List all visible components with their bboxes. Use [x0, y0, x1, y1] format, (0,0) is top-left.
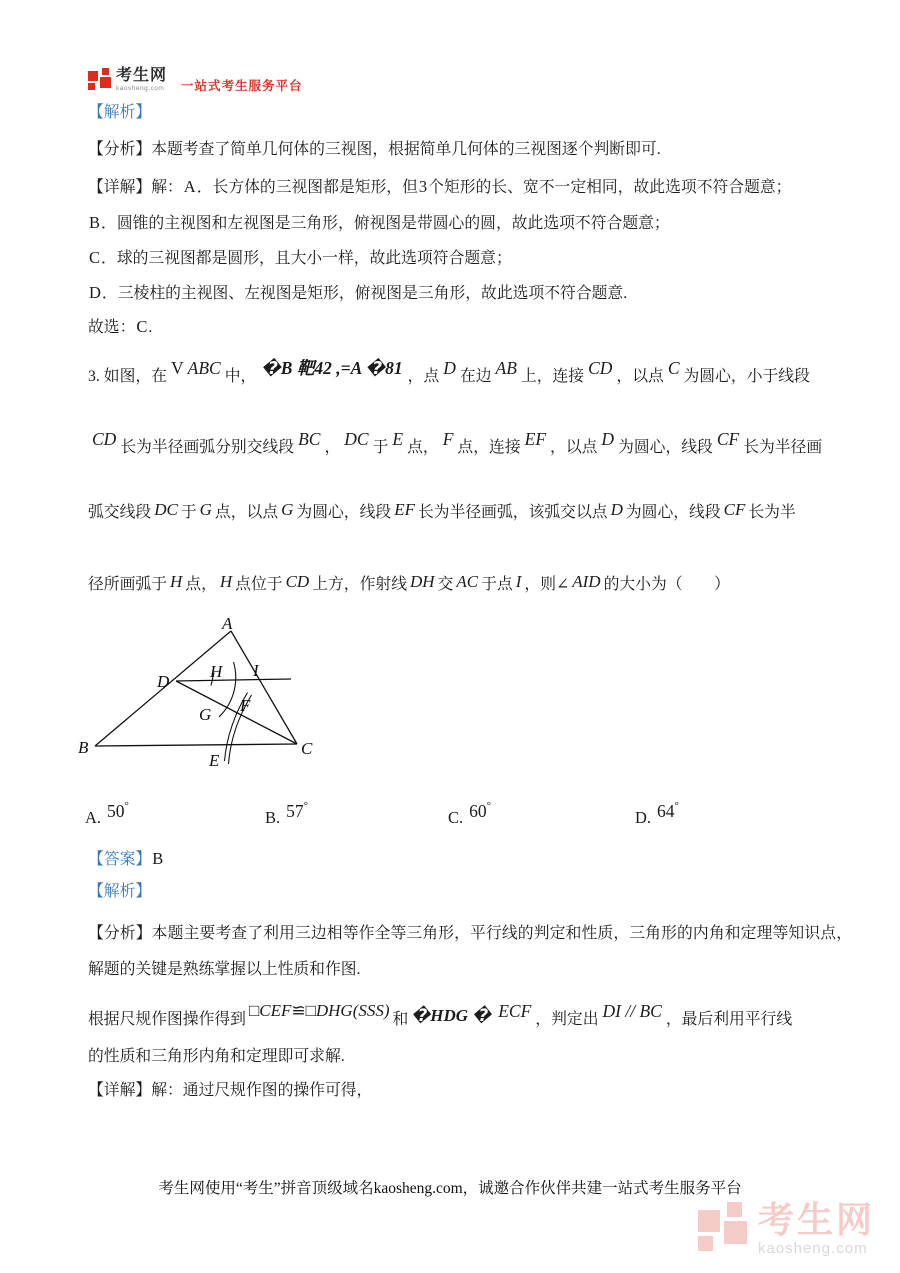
header-logo [88, 68, 303, 94]
figure-label-H: H [210, 662, 223, 681]
question3-line-2: CD 长为半径画弧分别交线段 BC ， DC 于 E 点， F 点，连接 EF ，以点 D 为圆心，线段 CF 长为半径画 [92, 429, 823, 456]
figure-side-BC [95, 744, 297, 746]
detail-option-b: B．圆锥的主视图和左视图是三角形，俯视图是带圆心的圆，故此选项不符合题意； [89, 213, 670, 232]
figure-label-B: B [78, 738, 89, 757]
footer-note: 考生网使用“考生”拼音顶级域名kaosheng.com，诚邀合作伙伴共建一站式考生服务平台 [158, 1180, 742, 1197]
question3-line-3: 弧交线段 DC 于 G 点，以点 G 为圆心，线段 EF 长为半径画弧，该弧交以点 D 为圆心，线段 CF 长为半 [88, 500, 796, 521]
answer-bracket: 【答案】 [88, 851, 152, 868]
option-d-value: 64 [657, 801, 675, 821]
detail-option-a: 【详解】解：A．长方体的三视图都是矩形，但3个矩形的长、宽不一定相同，故此选项不符合题意； [88, 177, 792, 196]
option-a [85, 800, 129, 828]
figure-ray-DI [176, 679, 291, 681]
choose-answer-line: 故选：C. [88, 317, 153, 336]
degree-symbol: ° [303, 800, 309, 812]
option-a-label: A. [85, 808, 102, 827]
analysis-paragraph-1: 【分析】本题考查了简单几何体的三视图，根据简单几何体的三视图逐个判断即可. [88, 141, 661, 158]
kaosheng-logo-icon [88, 68, 112, 92]
option-d-label: D. [635, 808, 652, 827]
deduction-line: 根据尺规作图操作得到 □CEF≌□DHG(SSS) 和 �HDG � ECF ，判定出 DI // BC ，最后利用平行线 [88, 1001, 793, 1028]
figure-label-D: D [157, 672, 170, 691]
brand-tagline: 一站式考生服务平台 [181, 79, 303, 93]
detail-option-d: D．三棱柱的主视图、左视图是矩形，俯视图是三角形，故此选项不符合题意. [89, 283, 628, 302]
brand-text-block [116, 68, 167, 92]
watermark-text-block [758, 1199, 876, 1257]
degree-symbol: ° [674, 800, 679, 812]
figure-label-C: C [301, 739, 313, 758]
figure-label-G: G [199, 705, 212, 724]
figure-label-A: A [222, 614, 233, 633]
figure-label-I: I [253, 661, 259, 680]
watermark-domain: kaosheng.com [758, 1240, 868, 1257]
option-d [635, 800, 679, 828]
option-c-label: C. [448, 808, 464, 827]
geometry-figure [70, 605, 320, 775]
watermark [698, 1199, 876, 1257]
question3-line-4: 径所画弧于 H 点， H 点位于 CD 上方，作射线 DH 交 AC 于点 I ，则∠ AID 的大小为（ ） [88, 572, 730, 593]
degree-symbol: ° [486, 800, 492, 812]
answer-value: B [152, 849, 164, 868]
watermark-brand: 考生网 [758, 1199, 876, 1240]
degree-symbol: ° [124, 800, 129, 812]
detail-paragraph-2: 【详解】解：通过尺规作图的操作可得， [88, 1082, 373, 1099]
option-c [448, 800, 491, 828]
kaosheng-watermark-icon [698, 1202, 748, 1254]
option-b-value: 57 [286, 801, 304, 821]
deduction-continuation: 的性质和三角形内角和定理即可求解. [88, 1048, 345, 1065]
option-b [265, 800, 308, 828]
figure-label-E: E [209, 751, 220, 770]
question3-line-1: 3. 如图，在 V ABC 中， �B 靶42 ,=A �81 ，点 D 在边 AB 上，连接 CD ，以点 C 为圆心，小于线段 [88, 358, 810, 385]
figure-label-F: F [240, 696, 251, 715]
jiexi-label-2: 【解析】 [88, 883, 152, 900]
answer-line [88, 848, 852, 871]
analysis-paragraph-2: 【分析】本题主要考查了利用三边相等作全等三角形，平行线的判定和性质，三角形的内角和定理等知识点，解题的关键是熟练掌握以上性质和作图. [88, 925, 852, 978]
jiexi-label-1: 【解析】 [88, 104, 152, 121]
brand-name: 考生网 [116, 67, 168, 84]
option-b-label: B. [265, 808, 281, 827]
option-c-value: 60 [469, 801, 487, 821]
option-a-value: 50 [107, 801, 125, 821]
brand-domain: kaosheng.com [116, 85, 165, 92]
detail-option-c: C．球的三视图都是圆形，且大小一样，故此选项符合题意； [89, 248, 512, 267]
